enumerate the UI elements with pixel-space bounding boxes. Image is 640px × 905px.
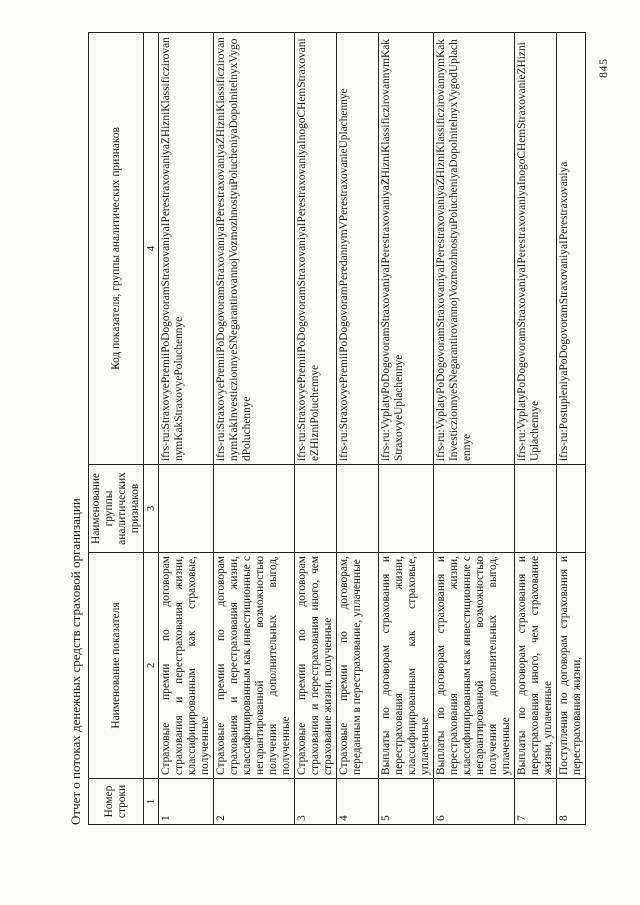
table-row [515, 33, 557, 825]
indicator-code: ifrs-ru:StraxovyePremiiPoDogovoramPeredannymVPerestraxovanieUplachennye [337, 33, 379, 465]
row-number: 1 [159, 779, 214, 825]
row-number: 3 [295, 779, 337, 825]
group-name [295, 465, 337, 553]
table-row [159, 33, 214, 825]
document-title: Отчет о потоках денежных средств страховой организации [68, 498, 83, 825]
header-indicator-name: Наименование показателя [89, 553, 144, 779]
group-name [515, 465, 557, 553]
row-number: 4 [337, 779, 379, 825]
column-number-row [144, 33, 159, 825]
group-name [434, 465, 515, 553]
indicator-name: Страховые премии по договорам, переданным в перестрахование, уплаченные [337, 553, 379, 779]
group-name [214, 465, 295, 553]
column-number: 2 [144, 553, 159, 779]
row-number: 6 [434, 779, 515, 825]
table-row [295, 33, 337, 825]
indicator-name: Страховые премии по договорам страхования и перестрахования жизни, классифицированным как страховые, полученные [159, 553, 214, 779]
indicator-code: ifrs-ru:VyplatyPoDogovoramStraxovaniyaIPerestraxovaniyaZHizniKlassificzirovannymKakInvesticzionnyeSNegarantirovannojVozmozhnostyuPolucheniyaDopolnitelnyxVygodUplachennye [434, 33, 515, 465]
indicator-code: ifrs-ru:PostupleniyaPoDogovoramStraxovaniyaIPerestraxovaniya [557, 33, 586, 465]
indicator-name: Выплаты по договорам страхования и перестрахования жизни, классифицированным как страховые, уплаченные [379, 553, 434, 779]
row-number: 5 [379, 779, 434, 825]
column-number: 4 [144, 33, 159, 465]
row-number: 7 [515, 779, 557, 825]
indicator-name: Страховые премии по договорам страхования и перестрахования иного, чем страхование жизни, полученные [295, 553, 337, 779]
table-row [434, 33, 515, 825]
page-number: 845 [596, 58, 610, 78]
indicator-code: ifrs-ru:VyplatyPoDogovoramStraxovaniyaIPerestraxovaniyaZHizniKlassificzirovannymKakStraxovyeUplachennye [379, 33, 434, 465]
indicator-code: ifrs-ru:VyplatyPoDogovoramStraxovaniyaIPerestraxovaniyaInogoCHemStraxovanieZHizniUplachennye [515, 33, 557, 465]
header-code: Код показателя, группы аналитических признаков [89, 33, 144, 465]
row-number: 2 [214, 779, 295, 825]
indicator-name: Выплаты по договорам страхования и перестрахования жизни, классифицированным как инвестиционные с негарантированной возможностью получения дополнительных выгод, уплаченные [434, 553, 515, 779]
row-number: 8 [557, 779, 586, 825]
indicator-code: ifrs-ru:StraxovyePremiiPoDogovoramStraxovaniyaIPerestraxovaniyaZHizniKlassificzirovannymKakInvesticzionnyeSNegarantirovannojVozmozhnostyuPolucheniyaDopolnitelnyxVygodPoluchennye [214, 33, 295, 465]
rotated-content [66, 20, 588, 835]
table-header-row [89, 33, 144, 825]
column-number: 3 [144, 465, 159, 553]
group-name [337, 465, 379, 553]
indicator-code: ifrs-ru:StraxovyePremiiPoDogovoramStraxovaniyaIPerestraxovaniyaInogoCHemStraxovanieZHizniPoluchennye [295, 33, 337, 465]
indicator-name: Поступления по договорам страхования и перестрахования жизни, [557, 553, 586, 779]
indicator-code: ifrs-ru:StraxovyePremiiPoDogovoramStraxovaniyaIPerestraxovaniyaZHizniKlassificzirovannymKakStraxovyePoluchennye [159, 33, 214, 465]
table-row [337, 33, 379, 825]
header-row-number: Номер строки [89, 779, 144, 825]
column-number: 1 [144, 779, 159, 825]
indicator-name: Выплаты по договорам страхования и перестрахования иного, чем страхование жизни, уплаченные [515, 553, 557, 779]
table-row [557, 33, 586, 825]
table-row [379, 33, 434, 825]
indicator-name: Страховые премии по договорам страхования и перестрахования жизни, классифицированным как инвестиционные с негарантированной возможностью получения дополнительных выгод, полученные [214, 553, 295, 779]
group-name [159, 465, 214, 553]
group-name [557, 465, 586, 553]
table-row [214, 33, 295, 825]
cash-flow-codes-table [88, 32, 586, 825]
header-group-name: Наименование группы аналитических признаков [89, 465, 144, 553]
group-name [379, 465, 434, 553]
